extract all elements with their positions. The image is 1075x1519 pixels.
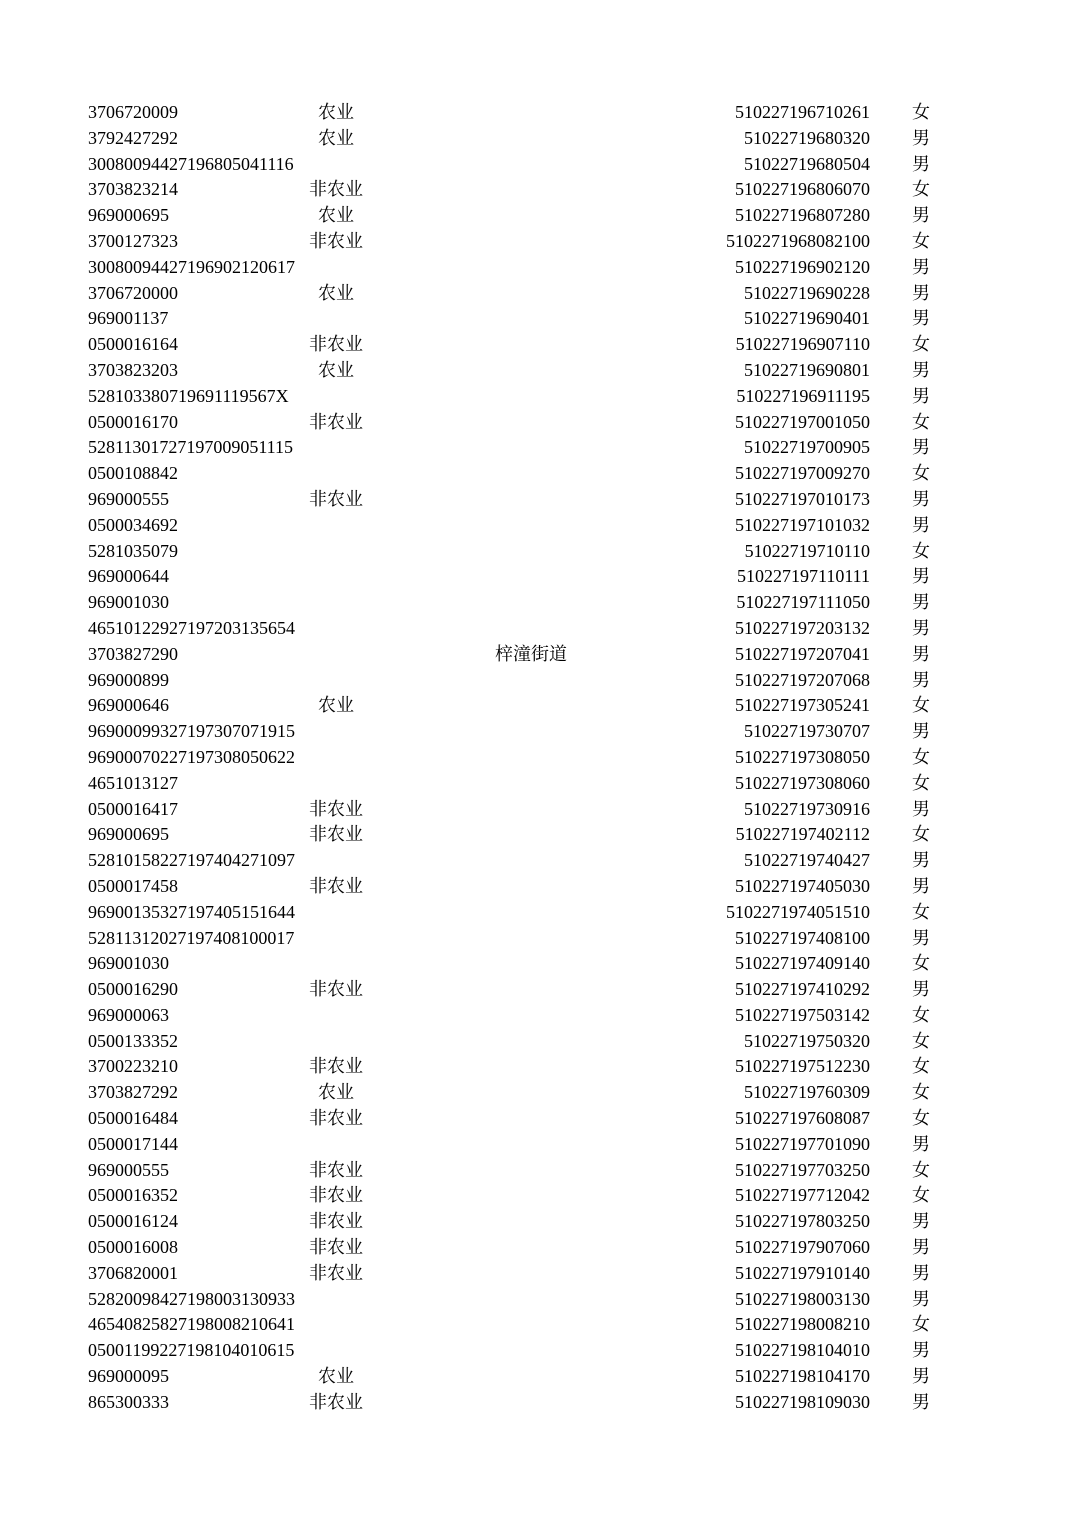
household-id-cell: 30080094427196902120617 [88,256,295,277]
gender-cell: 男 [912,205,930,226]
id-card-cell: 510227197001050 [735,411,870,432]
id-card-cell: 510227197410292 [735,979,870,1000]
household-id-cell: 52811301727197009051115 [88,437,293,458]
table-row [0,461,1075,487]
id-card-cell: 510227196902120 [735,256,870,277]
spreadsheet-table [0,100,1075,1416]
id-card-cell: 51022719730916 [744,798,870,819]
id-card-cell: 51022719690228 [744,282,870,303]
id-card-cell: 51022719730707 [744,721,870,742]
table-row [0,177,1075,203]
gender-cell: 男 [912,592,930,613]
household-id-cell: 30080094427196805041116 [88,153,294,174]
table-row [0,797,1075,823]
household-id-cell: 3700127323 [88,230,178,251]
table-row [0,1158,1075,1184]
household-id-cell: 3700223210 [88,1056,178,1077]
hukou-type-cell: 非农业 [309,1108,363,1129]
gender-cell: 男 [912,359,930,380]
id-card-cell: 510227197512230 [735,1056,870,1077]
household-id-cell: 0500016164 [88,334,178,355]
id-card-cell: 510227197207041 [735,643,870,664]
hukou-type-cell: 非农业 [309,230,363,251]
gender-cell: 男 [912,488,930,509]
household-id-cell: 969000095 [88,1366,169,1387]
table-row [0,951,1075,977]
household-id-cell: 969000695 [88,824,169,845]
hukou-type-cell: 非农业 [309,1391,363,1412]
household-id-cell: 0500133352 [88,1030,178,1051]
table-row [0,642,1075,668]
table-row [0,1054,1075,1080]
gender-cell: 女 [912,463,930,484]
gender-cell: 女 [912,772,930,793]
gender-cell: 女 [912,230,930,251]
gender-cell: 男 [912,1133,930,1154]
gender-cell: 男 [912,437,930,458]
table-row [0,616,1075,642]
gender-cell: 男 [912,308,930,329]
id-card-cell: 510227197207068 [735,669,870,690]
household-id-cell: 46510122927197203135654 [88,617,295,638]
household-id-cell: 3706820001 [88,1262,178,1283]
household-id-cell: 969000695 [88,205,169,226]
household-id-cell: 05001199227198104010615 [88,1340,295,1361]
id-card-cell: 510227197110111 [737,566,870,587]
id-card-cell: 51022719750320 [744,1030,870,1051]
hukou-type-cell: 非农业 [309,1262,363,1283]
household-id-cell: 528103380719691119567X [88,385,289,406]
id-card-cell: 510227197101032 [735,514,870,535]
household-id-cell: 0500016352 [88,1185,178,1206]
id-card-cell: 510227197408100 [735,927,870,948]
table-row [0,745,1075,771]
gender-cell: 男 [912,282,930,303]
table-row [0,719,1075,745]
gender-cell: 女 [912,953,930,974]
gender-cell: 男 [912,1366,930,1387]
id-card-cell: 51022719740427 [744,850,870,871]
household-id-cell: 3703823214 [88,179,178,200]
gender-cell: 女 [912,1108,930,1129]
household-id-cell: 5281035079 [88,540,178,561]
gender-cell: 男 [912,875,930,896]
id-card-cell: 510227197402112 [735,824,870,845]
id-card-cell: 51022719680320 [744,127,870,148]
hukou-type-cell: 农业 [318,1366,354,1387]
street-cell: 梓潼街道 [495,643,567,664]
household-id-cell: 0500016484 [88,1108,178,1129]
gender-cell: 女 [912,1082,930,1103]
table-row [0,926,1075,952]
gender-cell: 男 [912,850,930,871]
household-id-cell: 0500016008 [88,1237,178,1258]
household-id-cell: 0500017458 [88,875,178,896]
hukou-type-cell: 非农业 [309,334,363,355]
id-card-cell: 5102271968082100 [726,230,870,251]
gender-cell: 男 [912,127,930,148]
table-row [0,281,1075,307]
table-row [0,487,1075,513]
gender-cell: 男 [912,617,930,638]
household-id-cell: 3703823203 [88,359,178,380]
table-row [0,1080,1075,1106]
table-row [0,668,1075,694]
table-row [0,848,1075,874]
gender-cell: 男 [912,1391,930,1412]
gender-cell: 女 [912,1004,930,1025]
id-card-cell: 510227196907110 [735,334,870,355]
hukou-type-cell: 农业 [318,695,354,716]
gender-cell: 男 [912,721,930,742]
hukou-type-cell: 农业 [318,1082,354,1103]
gender-cell: 男 [912,1262,930,1283]
table-row [0,255,1075,281]
id-card-cell: 510227197907060 [735,1237,870,1258]
id-card-cell: 510227197910140 [735,1262,870,1283]
gender-cell: 女 [912,179,930,200]
hukou-type-cell: 农业 [318,359,354,380]
id-card-cell: 510227197308050 [735,746,870,767]
household-id-cell: 969000646 [88,695,169,716]
gender-cell: 男 [912,1288,930,1309]
table-row [0,822,1075,848]
household-id-cell: 969001030 [88,953,169,974]
household-id-cell: 0500017144 [88,1133,178,1154]
table-row [0,539,1075,565]
id-card-cell: 510227198109030 [735,1391,870,1412]
id-card-cell: 510227197009270 [735,463,870,484]
id-card-cell: 510227197409140 [735,953,870,974]
table-row [0,693,1075,719]
table-row [0,1312,1075,1338]
id-card-cell: 510227198008210 [735,1314,870,1335]
id-card-cell: 510227197608087 [735,1108,870,1129]
gender-cell: 女 [912,102,930,122]
hukou-type-cell: 农业 [318,282,354,303]
gender-cell: 男 [912,1340,930,1361]
table-row [0,1338,1075,1364]
gender-cell: 男 [912,566,930,587]
id-card-cell: 510227197405030 [735,875,870,896]
household-id-cell: 96900099327197307071915 [88,721,295,742]
id-card-cell: 510227197203132 [735,617,870,638]
table-row [0,1003,1075,1029]
table-row [0,1287,1075,1313]
gender-cell: 女 [912,746,930,767]
household-id-cell: 0500016290 [88,979,178,1000]
gender-cell: 女 [912,1314,930,1335]
id-card-cell: 51022719700905 [744,437,870,458]
table-row [0,1132,1075,1158]
hukou-type-cell: 非农业 [309,824,363,845]
gender-cell: 男 [912,385,930,406]
gender-cell: 女 [912,1185,930,1206]
hukou-type-cell: 非农业 [309,979,363,1000]
hukou-type-cell: 非农业 [309,1211,363,1232]
table-row [0,332,1075,358]
household-id-cell: 3706720000 [88,282,178,303]
gender-cell: 女 [912,411,930,432]
gender-cell: 男 [912,927,930,948]
table-row [0,1029,1075,1055]
table-row [0,100,1075,126]
gender-cell: 男 [912,643,930,664]
table-row [0,1183,1075,1209]
table-row [0,1261,1075,1287]
gender-cell: 男 [912,798,930,819]
household-id-cell: 96900135327197405151644 [88,901,295,922]
id-card-cell: 510227198104170 [735,1366,870,1387]
id-card-cell: 510227197308060 [735,772,870,793]
id-card-cell: 51022719690801 [744,359,870,380]
id-card-cell: 510227196911195 [736,385,870,406]
id-card-cell: 51022719710110 [744,540,870,561]
table-row [0,513,1075,539]
table-row [0,203,1075,229]
table-row [0,384,1075,410]
gender-cell: 男 [912,153,930,174]
table-row [0,410,1075,436]
gender-cell: 女 [912,1056,930,1077]
hukou-type-cell: 非农业 [309,1185,363,1206]
household-id-cell: 0500034692 [88,514,178,535]
household-id-cell: 3792427292 [88,127,178,148]
id-card-cell: 510227197503142 [735,1004,870,1025]
gender-cell: 男 [912,256,930,277]
gender-cell: 女 [912,824,930,845]
household-id-cell: 0500016170 [88,411,178,432]
table-row [0,771,1075,797]
gender-cell: 男 [912,979,930,1000]
table-row [0,1106,1075,1132]
gender-cell: 女 [912,695,930,716]
household-id-cell: 969001030 [88,592,169,613]
id-card-cell: 510227196710261 [735,102,870,122]
household-id-cell: 96900070227197308050622 [88,746,295,767]
table-row [0,229,1075,255]
table-row [0,152,1075,178]
hukou-type-cell: 非农业 [309,1159,363,1180]
gender-cell: 女 [912,334,930,355]
id-card-cell: 51022719760309 [744,1082,870,1103]
table-row [0,306,1075,332]
hukou-type-cell: 农业 [318,205,354,226]
household-id-cell: 3706720009 [88,102,178,122]
hukou-type-cell: 非农业 [309,875,363,896]
household-id-cell: 969001137 [88,308,169,329]
id-card-cell: 510227196806070 [735,179,870,200]
household-id-cell: 969000555 [88,1159,169,1180]
gender-cell: 男 [912,1211,930,1232]
id-card-cell: 51022719690401 [744,308,870,329]
gender-cell: 女 [912,540,930,561]
household-id-cell: 52811312027197408100017 [88,927,295,948]
id-card-cell: 510227198003130 [735,1288,870,1309]
household-id-cell: 52820098427198003130933 [88,1288,295,1309]
gender-cell: 女 [912,901,930,922]
table-row [0,1364,1075,1390]
household-id-cell: 865300333 [88,1391,169,1412]
hukou-type-cell: 非农业 [309,411,363,432]
hukou-type-cell: 农业 [318,102,354,122]
hukou-type-cell: 非农业 [309,488,363,509]
table-row [0,435,1075,461]
id-card-cell: 510227197703250 [735,1159,870,1180]
gender-cell: 男 [912,669,930,690]
household-id-cell: 52810158227197404271097 [88,850,295,871]
household-id-cell: 0500016417 [88,798,178,819]
household-id-cell: 3703827290 [88,643,178,664]
household-id-cell: 3703827292 [88,1082,178,1103]
id-card-cell: 510227196807280 [735,205,870,226]
table-row [0,1209,1075,1235]
hukou-type-cell: 非农业 [309,179,363,200]
id-card-cell: 5102271974051510 [726,901,870,922]
household-id-cell: 969000555 [88,488,169,509]
household-id-cell: 969000899 [88,669,169,690]
table-row [0,1235,1075,1261]
hukou-type-cell: 非农业 [309,1237,363,1258]
household-id-cell: 4651013127 [88,772,178,793]
gender-cell: 女 [912,1159,930,1180]
hukou-type-cell: 非农业 [309,1056,363,1077]
table-row [0,590,1075,616]
table-row [0,1390,1075,1416]
gender-cell: 男 [912,1237,930,1258]
id-card-cell: 510227197111050 [736,592,870,613]
id-card-cell: 510227197305241 [735,695,870,716]
id-card-cell: 51022719680504 [744,153,870,174]
gender-cell: 女 [912,1030,930,1051]
table-row [0,900,1075,926]
household-id-cell: 969000063 [88,1004,169,1025]
household-id-cell: 0500016124 [88,1211,178,1232]
hukou-type-cell: 非农业 [309,798,363,819]
id-card-cell: 510227197701090 [735,1133,870,1154]
hukou-type-cell: 农业 [318,127,354,148]
id-card-cell: 510227197803250 [735,1211,870,1232]
id-card-cell: 510227198104010 [735,1340,870,1361]
household-id-cell: 46540825827198008210641 [88,1314,295,1335]
table-row [0,126,1075,152]
table-row [0,874,1075,900]
id-card-cell: 510227197712042 [735,1185,870,1206]
gender-cell: 男 [912,514,930,535]
household-id-cell: 0500108842 [88,463,178,484]
household-id-cell: 969000644 [88,566,169,587]
id-card-cell: 510227197010173 [735,488,870,509]
table-row [0,564,1075,590]
table-row [0,977,1075,1003]
table-row [0,358,1075,384]
